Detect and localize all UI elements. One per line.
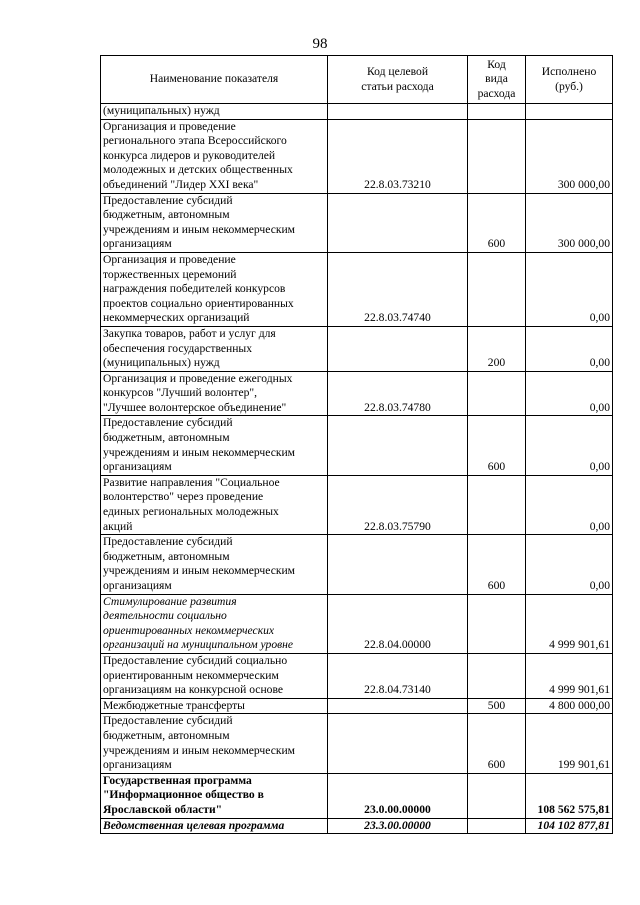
row-executed-amount: 4 800 000,00 [526, 698, 613, 714]
row-expense-type [468, 475, 526, 534]
row-name: Предоставление субсидий бюджетным, автономным учреждениям и иным некоммерческим организациям [101, 714, 328, 773]
table-row [101, 371, 613, 416]
row-name: (муниципальных) нужд [101, 104, 328, 120]
row-expense-type [468, 818, 526, 834]
row-target-code: 22.8.03.75790 [328, 475, 468, 534]
row-target-code: 23.0.00.00000 [328, 773, 468, 818]
row-expense-type: 500 [468, 698, 526, 714]
row-target-code: 22.8.03.74780 [328, 371, 468, 416]
table-row [101, 714, 613, 773]
table-row [101, 818, 613, 834]
table-header-row [101, 56, 613, 104]
row-target-code [328, 416, 468, 475]
row-target-code: 22.8.04.73140 [328, 653, 468, 698]
page-number: 98 [312, 36, 328, 52]
row-expense-type [468, 104, 526, 120]
row-target-code [328, 714, 468, 773]
table-row [101, 535, 613, 594]
table-row [101, 193, 613, 252]
row-executed-amount: 0,00 [526, 535, 613, 594]
table-row [101, 252, 613, 326]
row-name: Ведомственная целевая программа [101, 818, 328, 834]
row-target-code [328, 193, 468, 252]
row-name: Организация и проведение ежегодных конкурсов "Лучший волонтер", "Лучшее волонтерское объединение" [101, 371, 328, 416]
row-expense-type [468, 594, 526, 653]
row-executed-amount: 0,00 [526, 252, 613, 326]
table-row [101, 326, 613, 371]
row-executed-amount: 4 999 901,61 [526, 594, 613, 653]
row-name: Стимулирование развития деятельности социально ориентированных некоммерческих организаций на муниципальном уровне [101, 594, 328, 653]
row-expense-type [468, 653, 526, 698]
row-expense-type: 600 [468, 193, 526, 252]
row-name: Предоставление субсидий социально ориентированным некоммерческим организациям на конкурсной основе [101, 653, 328, 698]
header-name: Наименование показателя [101, 56, 328, 104]
table-row [101, 475, 613, 534]
row-name: Предоставление субсидий бюджетным, автономным учреждениям и иным некоммерческим организациям [101, 193, 328, 252]
row-name: Организация и проведение регионального этапа Всероссийского конкурса лидеров и руководителей молодежных и детских общественных объединений "Лидер XXI века" [101, 119, 328, 193]
row-target-code [328, 104, 468, 120]
row-target-code: 23.3.00.00000 [328, 818, 468, 834]
row-name: Предоставление субсидий бюджетным, автономным учреждениям и иным некоммерческим организациям [101, 535, 328, 594]
header-executed-amount: Исполнено (руб.) [526, 56, 613, 104]
table-row [101, 119, 613, 193]
row-expense-type [468, 252, 526, 326]
row-name: Межбюджетные трансферты [101, 698, 328, 714]
table-body [101, 104, 613, 834]
row-target-code [328, 535, 468, 594]
row-executed-amount: 0,00 [526, 371, 613, 416]
row-executed-amount: 104 102 877,81 [526, 818, 613, 834]
row-executed-amount [526, 104, 613, 120]
header-target-code: Код целевой статьи расхода [328, 56, 468, 104]
budget-execution-table [100, 55, 613, 834]
row-expense-type: 600 [468, 416, 526, 475]
row-executed-amount: 0,00 [526, 326, 613, 371]
table-row [101, 594, 613, 653]
table-row [101, 773, 613, 818]
table-row [101, 698, 613, 714]
table-row [101, 653, 613, 698]
row-name: Государственная программа "Информационное общество в Ярославской области" [101, 773, 328, 818]
row-expense-type: 200 [468, 326, 526, 371]
row-target-code: 22.8.04.00000 [328, 594, 468, 653]
table-row [101, 416, 613, 475]
row-executed-amount: 300 000,00 [526, 193, 613, 252]
row-expense-type: 600 [468, 714, 526, 773]
row-executed-amount: 108 562 575,81 [526, 773, 613, 818]
row-executed-amount: 300 000,00 [526, 119, 613, 193]
row-name: Закупка товаров, работ и услуг для обеспечения государственных (муниципальных) нужд [101, 326, 328, 371]
row-executed-amount: 0,00 [526, 475, 613, 534]
row-expense-type: 600 [468, 535, 526, 594]
row-target-code: 22.8.03.74740 [328, 252, 468, 326]
row-target-code: 22.8.03.73210 [328, 119, 468, 193]
row-target-code [328, 326, 468, 371]
row-name: Организация и проведение торжественных церемоний награждения победителей конкурсов проектов социально ориентированных некоммерческих организаций [101, 252, 328, 326]
row-expense-type [468, 371, 526, 416]
row-executed-amount: 4 999 901,61 [526, 653, 613, 698]
row-executed-amount: 199 901,61 [526, 714, 613, 773]
row-expense-type [468, 119, 526, 193]
header-expense-type: Код вида расхода [468, 56, 526, 104]
table-row [101, 104, 613, 120]
row-target-code [328, 698, 468, 714]
row-name: Предоставление субсидий бюджетным, автономным учреждениям и иным некоммерческим организациям [101, 416, 328, 475]
row-expense-type [468, 773, 526, 818]
row-executed-amount: 0,00 [526, 416, 613, 475]
row-name: Развитие направления "Социальное волонтерство" через проведение единых региональных молодежных акций [101, 475, 328, 534]
